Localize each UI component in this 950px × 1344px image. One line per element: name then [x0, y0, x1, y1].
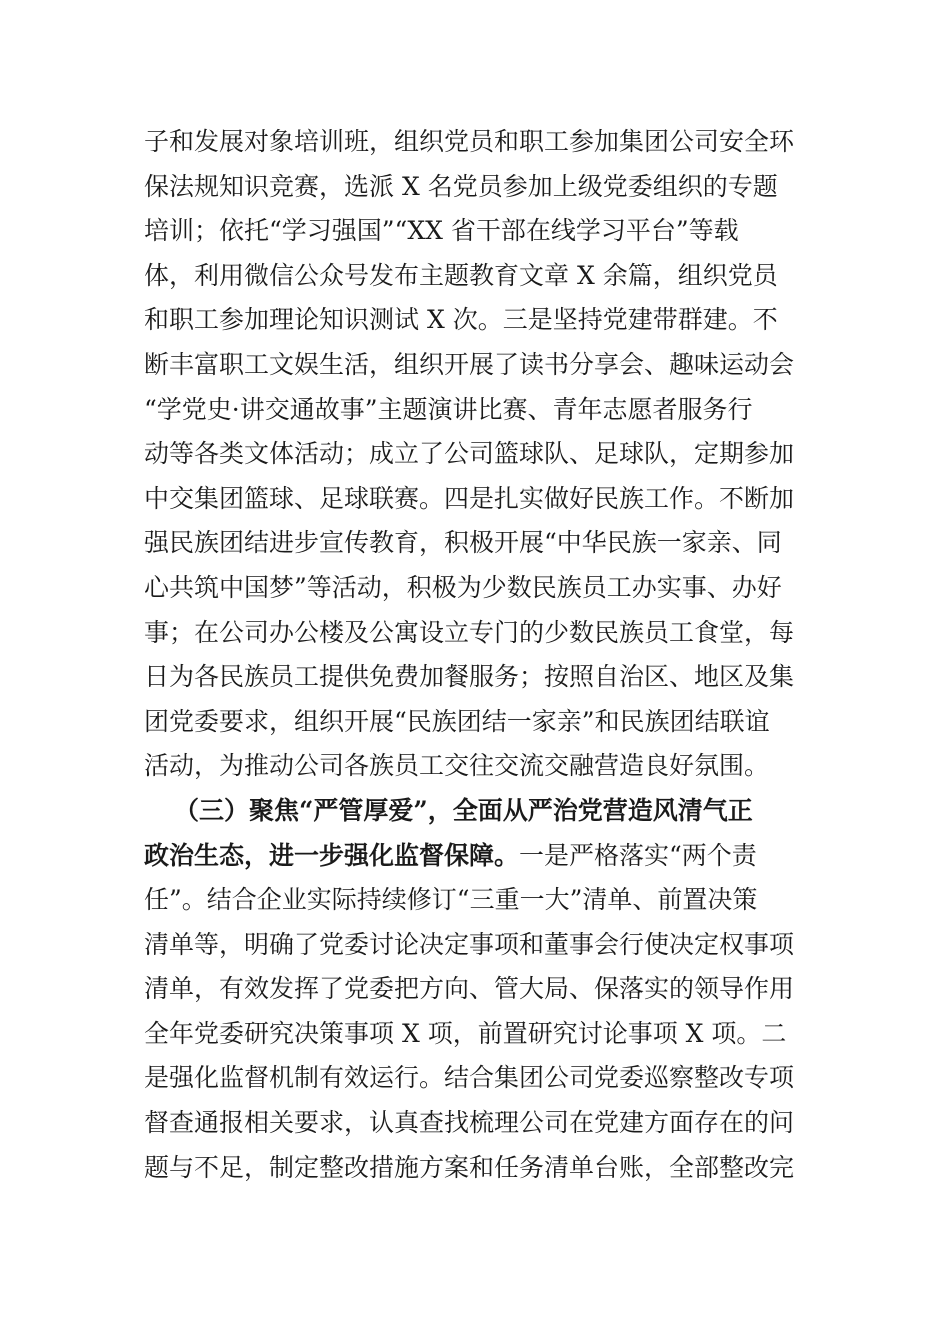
- text-line: 子和发展对象培训班，组织党员和职工参加集团公司安全环: [144, 127, 795, 156]
- text-line: 保法规知识竞赛，选派 X 名党员参加上级党委组织的专题: [144, 171, 778, 201]
- section-heading-continued: 政治生态，进一步强化监督保障。: [144, 840, 520, 870]
- text-line: “学党史·讲交通故事”主题演讲比赛、青年志愿者服务行: [144, 394, 753, 424]
- text-line: 动等各类文体活动；成立了公司篮球队、足球队，定期参加: [144, 439, 795, 469]
- text-line: 强民族团结进步宣传教育，积极开展“中华民族一家亲、同: [144, 528, 782, 558]
- text-line: 活动，为推动公司各族员工交往交流交融营造良好氛围。: [144, 751, 770, 781]
- text-line: 督查通报相关要求，认真查找梳理公司在党建方面存在的问: [144, 1108, 795, 1138]
- body-text: [144, 120, 810, 1190]
- text-line: 断丰富职工文娱生活，组织开展了读书分享会、趣味运动会: [144, 349, 795, 379]
- text-line: 是强化监督机制有效运行。结合集团公司党委巡察整改专项: [144, 1063, 795, 1093]
- text-line: 中交集团篮球、足球联赛。四是扎实做好民族工作。不断加: [144, 483, 795, 513]
- section-heading: （三）聚焦“严管厚爱”，全面从严治党营造风清气正: [174, 795, 753, 825]
- text-line: 团党委要求，组织开展“民族团结一家亲”和民族团结联谊: [144, 706, 770, 736]
- text-line: 事；在公司办公楼及公寓设立专门的少数民族员工食堂，每: [144, 617, 795, 647]
- text-line: 清单，有效发挥了党委把方向、管大局、保落实的领导作用: [144, 974, 795, 1004]
- text-line: 全年党委研究决策事项 X 项，前置研究讨论事项 X 项。二: [144, 1018, 787, 1048]
- text-line: 清单等，明确了党委讨论决定事项和董事会行使决定权事项: [144, 929, 795, 959]
- text-line: 任”。结合企业实际持续修订“三重一大”清单、前置决策: [144, 885, 758, 915]
- text-line: 题与不足，制定整改措施方案和任务清单台账，全部整改完: [144, 1152, 795, 1182]
- text-line: 体，利用微信公众号发布主题教育文章 X 余篇，组织党员: [144, 260, 778, 290]
- text-line: [144, 834, 810, 879]
- text-line: 培训；依托“学习强国”“XX 省干部在线学习平台”等载: [144, 216, 739, 246]
- text-line: 日为各民族员工提供免费加餐服务；按照自治区、地区及集: [144, 662, 795, 692]
- text-span: 一是严格落实“两个责: [519, 840, 757, 870]
- text-line: 心共筑中国梦”等活动，积极为少数民族员工办实事、办好: [144, 572, 782, 602]
- text-line: 和职工参加理论知识测试 X 次。三是坚持党建带群建。不: [144, 305, 778, 335]
